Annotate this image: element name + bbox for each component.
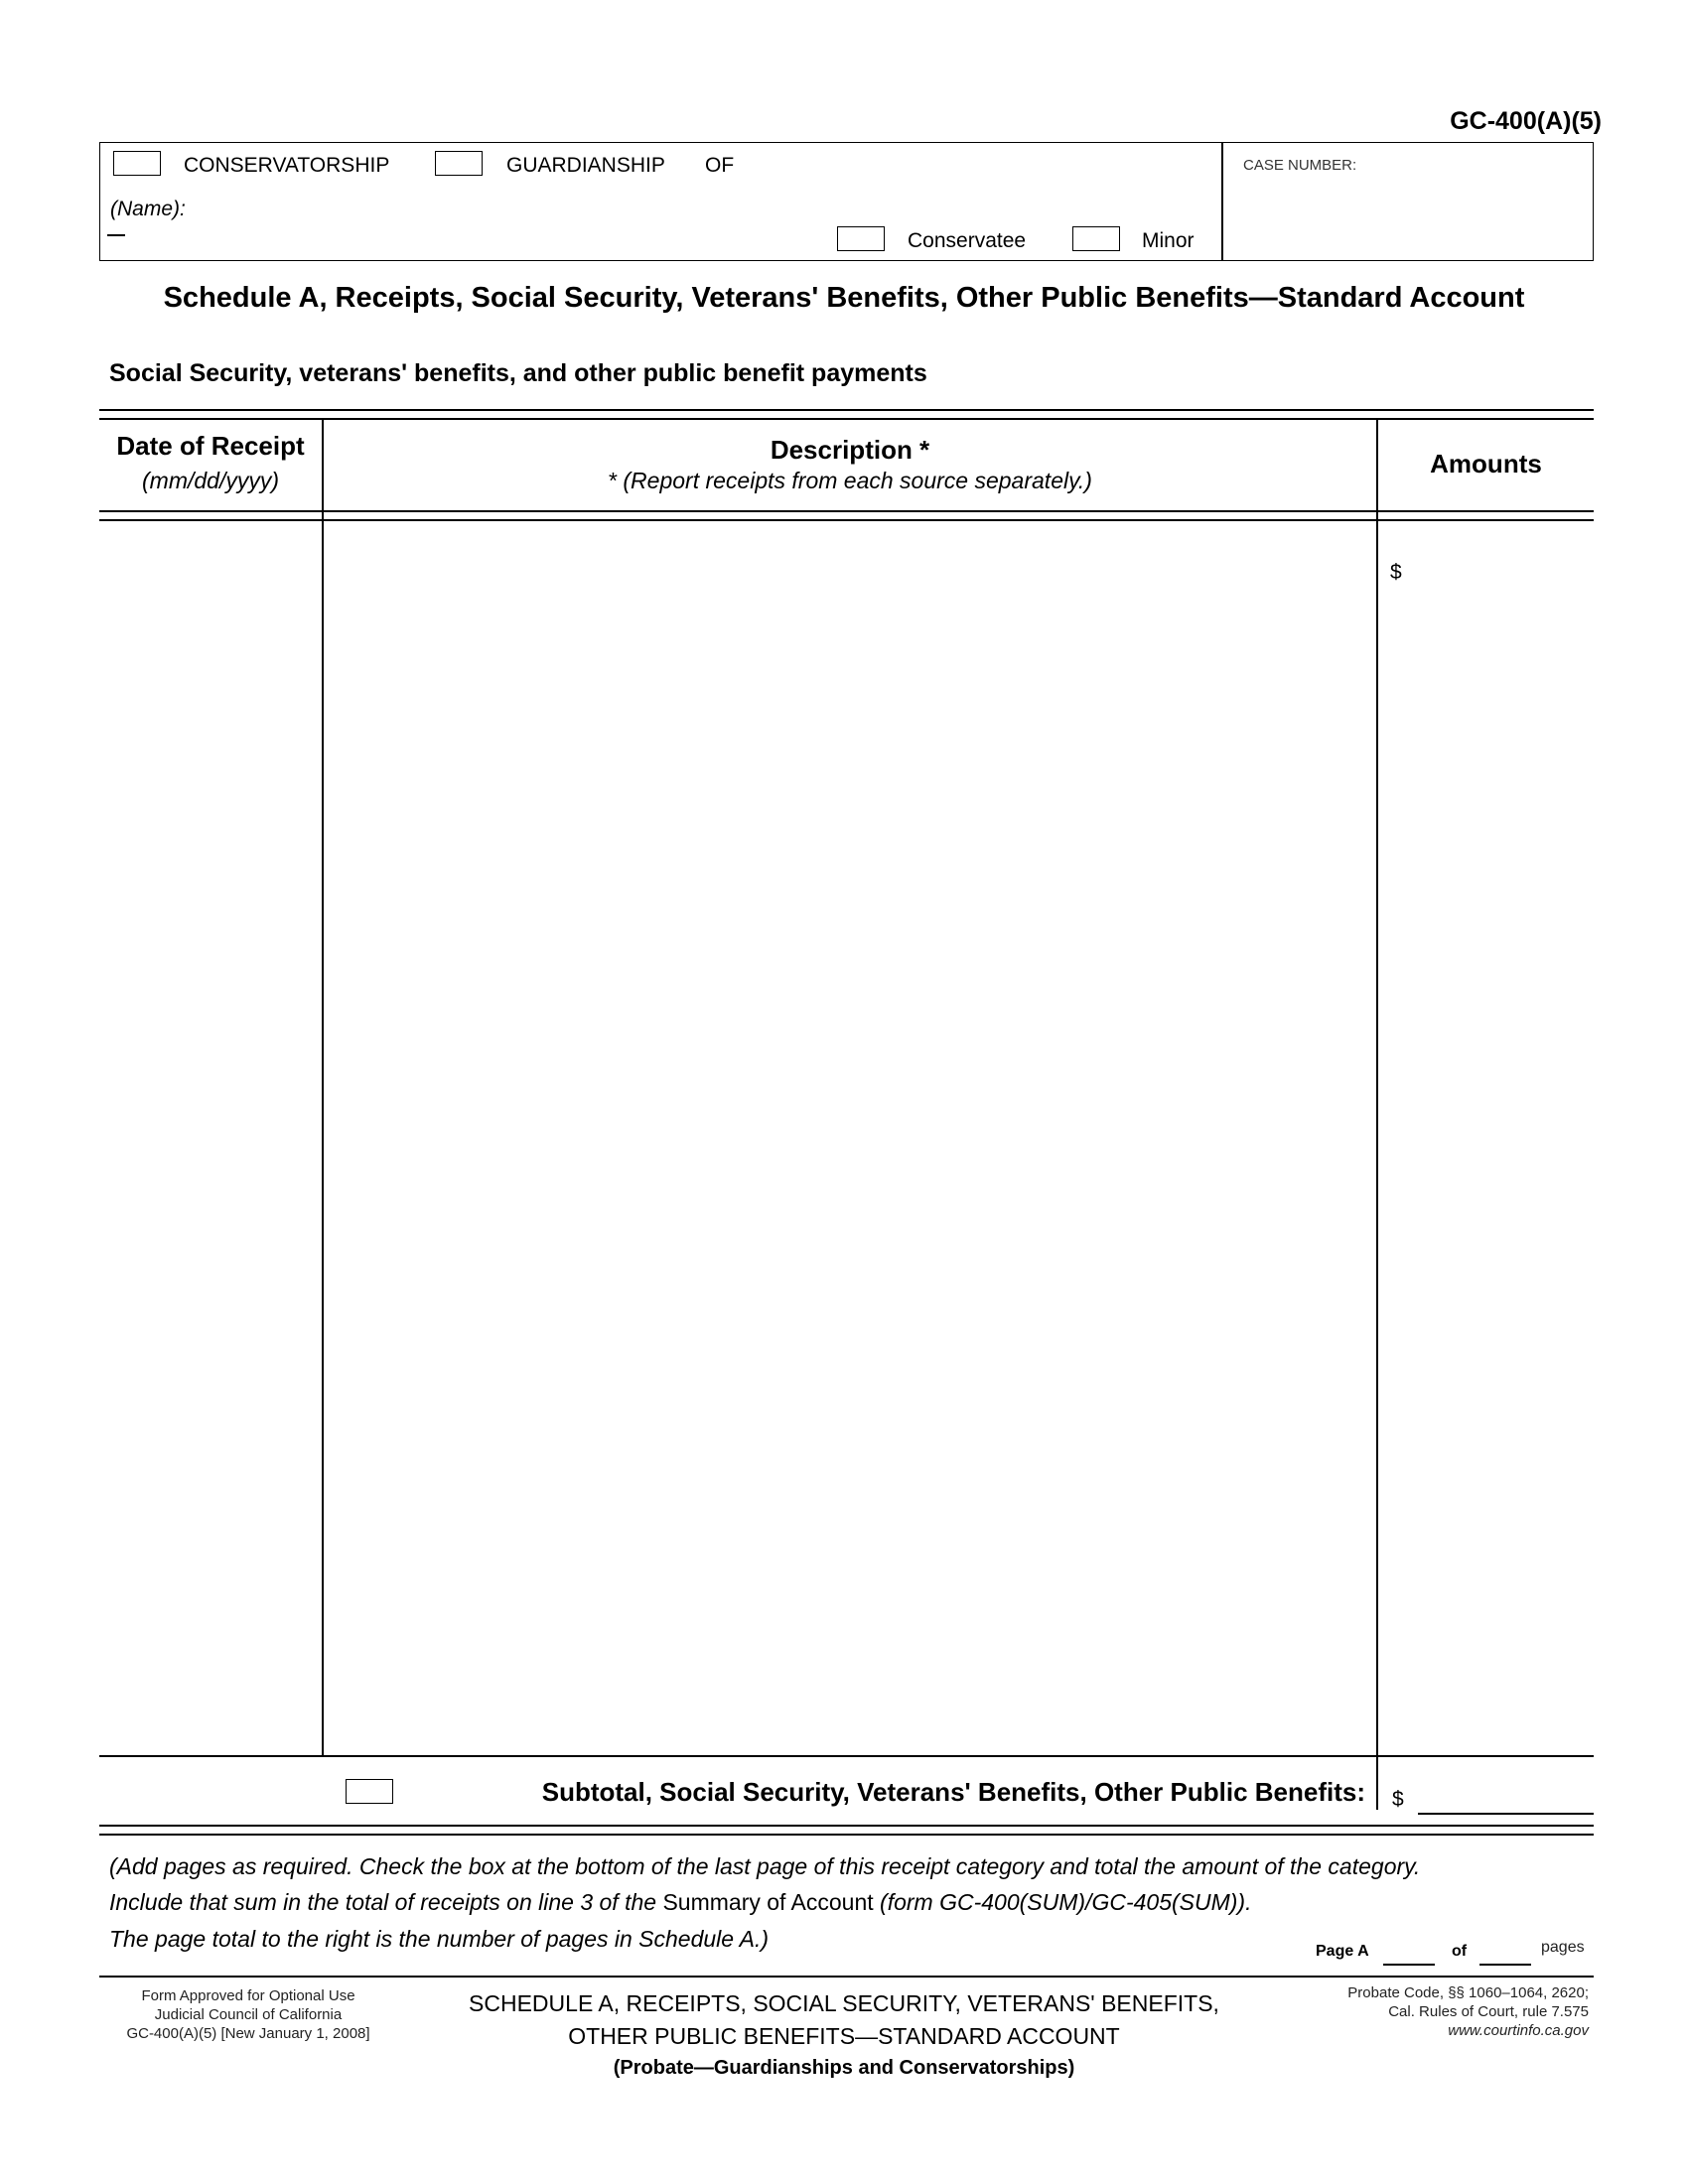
amount-entry-area[interactable] [1380, 523, 1592, 1754]
probate-code-citation: Probate Code, §§ 1060–1064, 2620; [1347, 1984, 1589, 2001]
date-format-hint: (mm/dd/yyyy) [142, 468, 279, 493]
subtotal-underline [1418, 1813, 1594, 1815]
name-label: (Name): [110, 198, 186, 220]
judicial-council-text: Judicial Council of California [154, 2006, 343, 2023]
name-line-mark [107, 234, 125, 236]
total-pages-input[interactable] [1479, 1941, 1531, 1963]
amounts-column-divider [1376, 420, 1378, 1810]
last-page-checkbox[interactable] [346, 1779, 393, 1804]
conservatorship-checkbox[interactable] [113, 151, 161, 176]
name-input[interactable] [107, 236, 1199, 252]
schedule-title: Schedule A, Receipts, Social Security, Veterans' Benefits, Other Public Benefits—Standard Account [163, 282, 1525, 314]
description-entry-area[interactable] [326, 523, 1374, 1754]
page-label: Page A [1316, 1943, 1369, 1960]
date-column-header [99, 431, 322, 494]
conservatorship-label: CONSERVATORSHIP [184, 154, 390, 177]
case-number-input[interactable] [1231, 181, 1584, 250]
footer-subtitle: (Probate—Guardianships and Conservatorships) [613, 2057, 1075, 2079]
footer-left [99, 1986, 397, 2043]
description-column-header [324, 435, 1376, 494]
form-number: GC-400(A)(5) [1450, 107, 1602, 135]
form-approval-text: Form Approved for Optional Use [141, 1987, 355, 2004]
amounts-column-header [1378, 449, 1594, 479]
date-column-divider [322, 420, 324, 1756]
description-hint: * (Report receipts from each source separately.) [608, 468, 1092, 493]
instructions-line-1: (Add pages as required. Check the box at the bottom of the last page of this receipt category and total the amount of the category. [109, 1853, 1421, 1879]
of-label: OF [705, 154, 735, 177]
section-heading: Social Security, veterans' benefits, and other public benefit payments [109, 359, 927, 387]
guardianship-label: GUARDIANSHIP [506, 154, 665, 177]
subtotal-amount-input[interactable] [1418, 1777, 1594, 1813]
minor-label: Minor [1142, 229, 1195, 252]
description-header-label: Description * [770, 435, 930, 465]
date-entry-area[interactable] [101, 523, 320, 1754]
total-pages-underline [1479, 1964, 1531, 1966]
rules-of-court-citation: Cal. Rules of Court, rule 7.575 [1388, 2003, 1589, 2020]
case-number-label: CASE NUMBER: [1243, 157, 1357, 174]
pages-label: pages [1541, 1939, 1585, 1956]
footer-title-line-2: OTHER PUBLIC BENEFITS—STANDARD ACCOUNT [568, 2023, 1120, 2049]
instructions-line-3: The page total to the right is the number of pages in Schedule A.) [109, 1926, 770, 1952]
subtotal-label: Subtotal, Social Security, Veterans' Benefits, Other Public Benefits: [541, 1777, 1365, 1807]
subtotal-currency-symbol: $ [1392, 1788, 1404, 1811]
court-website-link[interactable]: www.courtinfo.ca.gov [1448, 2022, 1589, 2039]
instructions-line-2-post: (form GC-400(SUM)/GC-405(SUM)). [873, 1889, 1252, 1915]
date-header-label: Date of Receipt [116, 431, 305, 461]
body-bottom-rule [99, 1755, 1594, 1757]
of-pages-label: of [1452, 1943, 1468, 1960]
instructions-line-2 [109, 1889, 1251, 1916]
guardianship-checkbox[interactable] [435, 151, 483, 176]
conservatee-checkbox[interactable] [837, 226, 885, 251]
form-revision-text: GC-400(A)(5) [New January 1, 2008] [126, 2025, 370, 2042]
page-number-input[interactable] [1383, 1941, 1435, 1963]
amounts-header-label: Amounts [1430, 449, 1542, 478]
page-number-underline [1383, 1964, 1435, 1966]
footer-title-line-1: SCHEDULE A, RECEIPTS, SOCIAL SECURITY, VETERANS' BENEFITS, [469, 1990, 1219, 2016]
footer-center [407, 1987, 1281, 2083]
footer-right [1241, 1983, 1589, 2040]
conservatee-label: Conservatee [908, 229, 1027, 252]
table-top-rule [99, 409, 1594, 411]
amount-currency-symbol: $ [1390, 561, 1402, 584]
summary-of-account-text: Summary of Account [662, 1889, 874, 1915]
minor-checkbox[interactable] [1072, 226, 1120, 251]
instructions-line-2-pre: Include that sum in the total of receipts on line 3 of the [109, 1889, 663, 1915]
subtotal-bottom-rule-2 [99, 1834, 1594, 1836]
subtotal-bottom-rule [99, 1825, 1594, 1827]
footer-rule [99, 1976, 1594, 1978]
caption-divider [1221, 142, 1223, 261]
